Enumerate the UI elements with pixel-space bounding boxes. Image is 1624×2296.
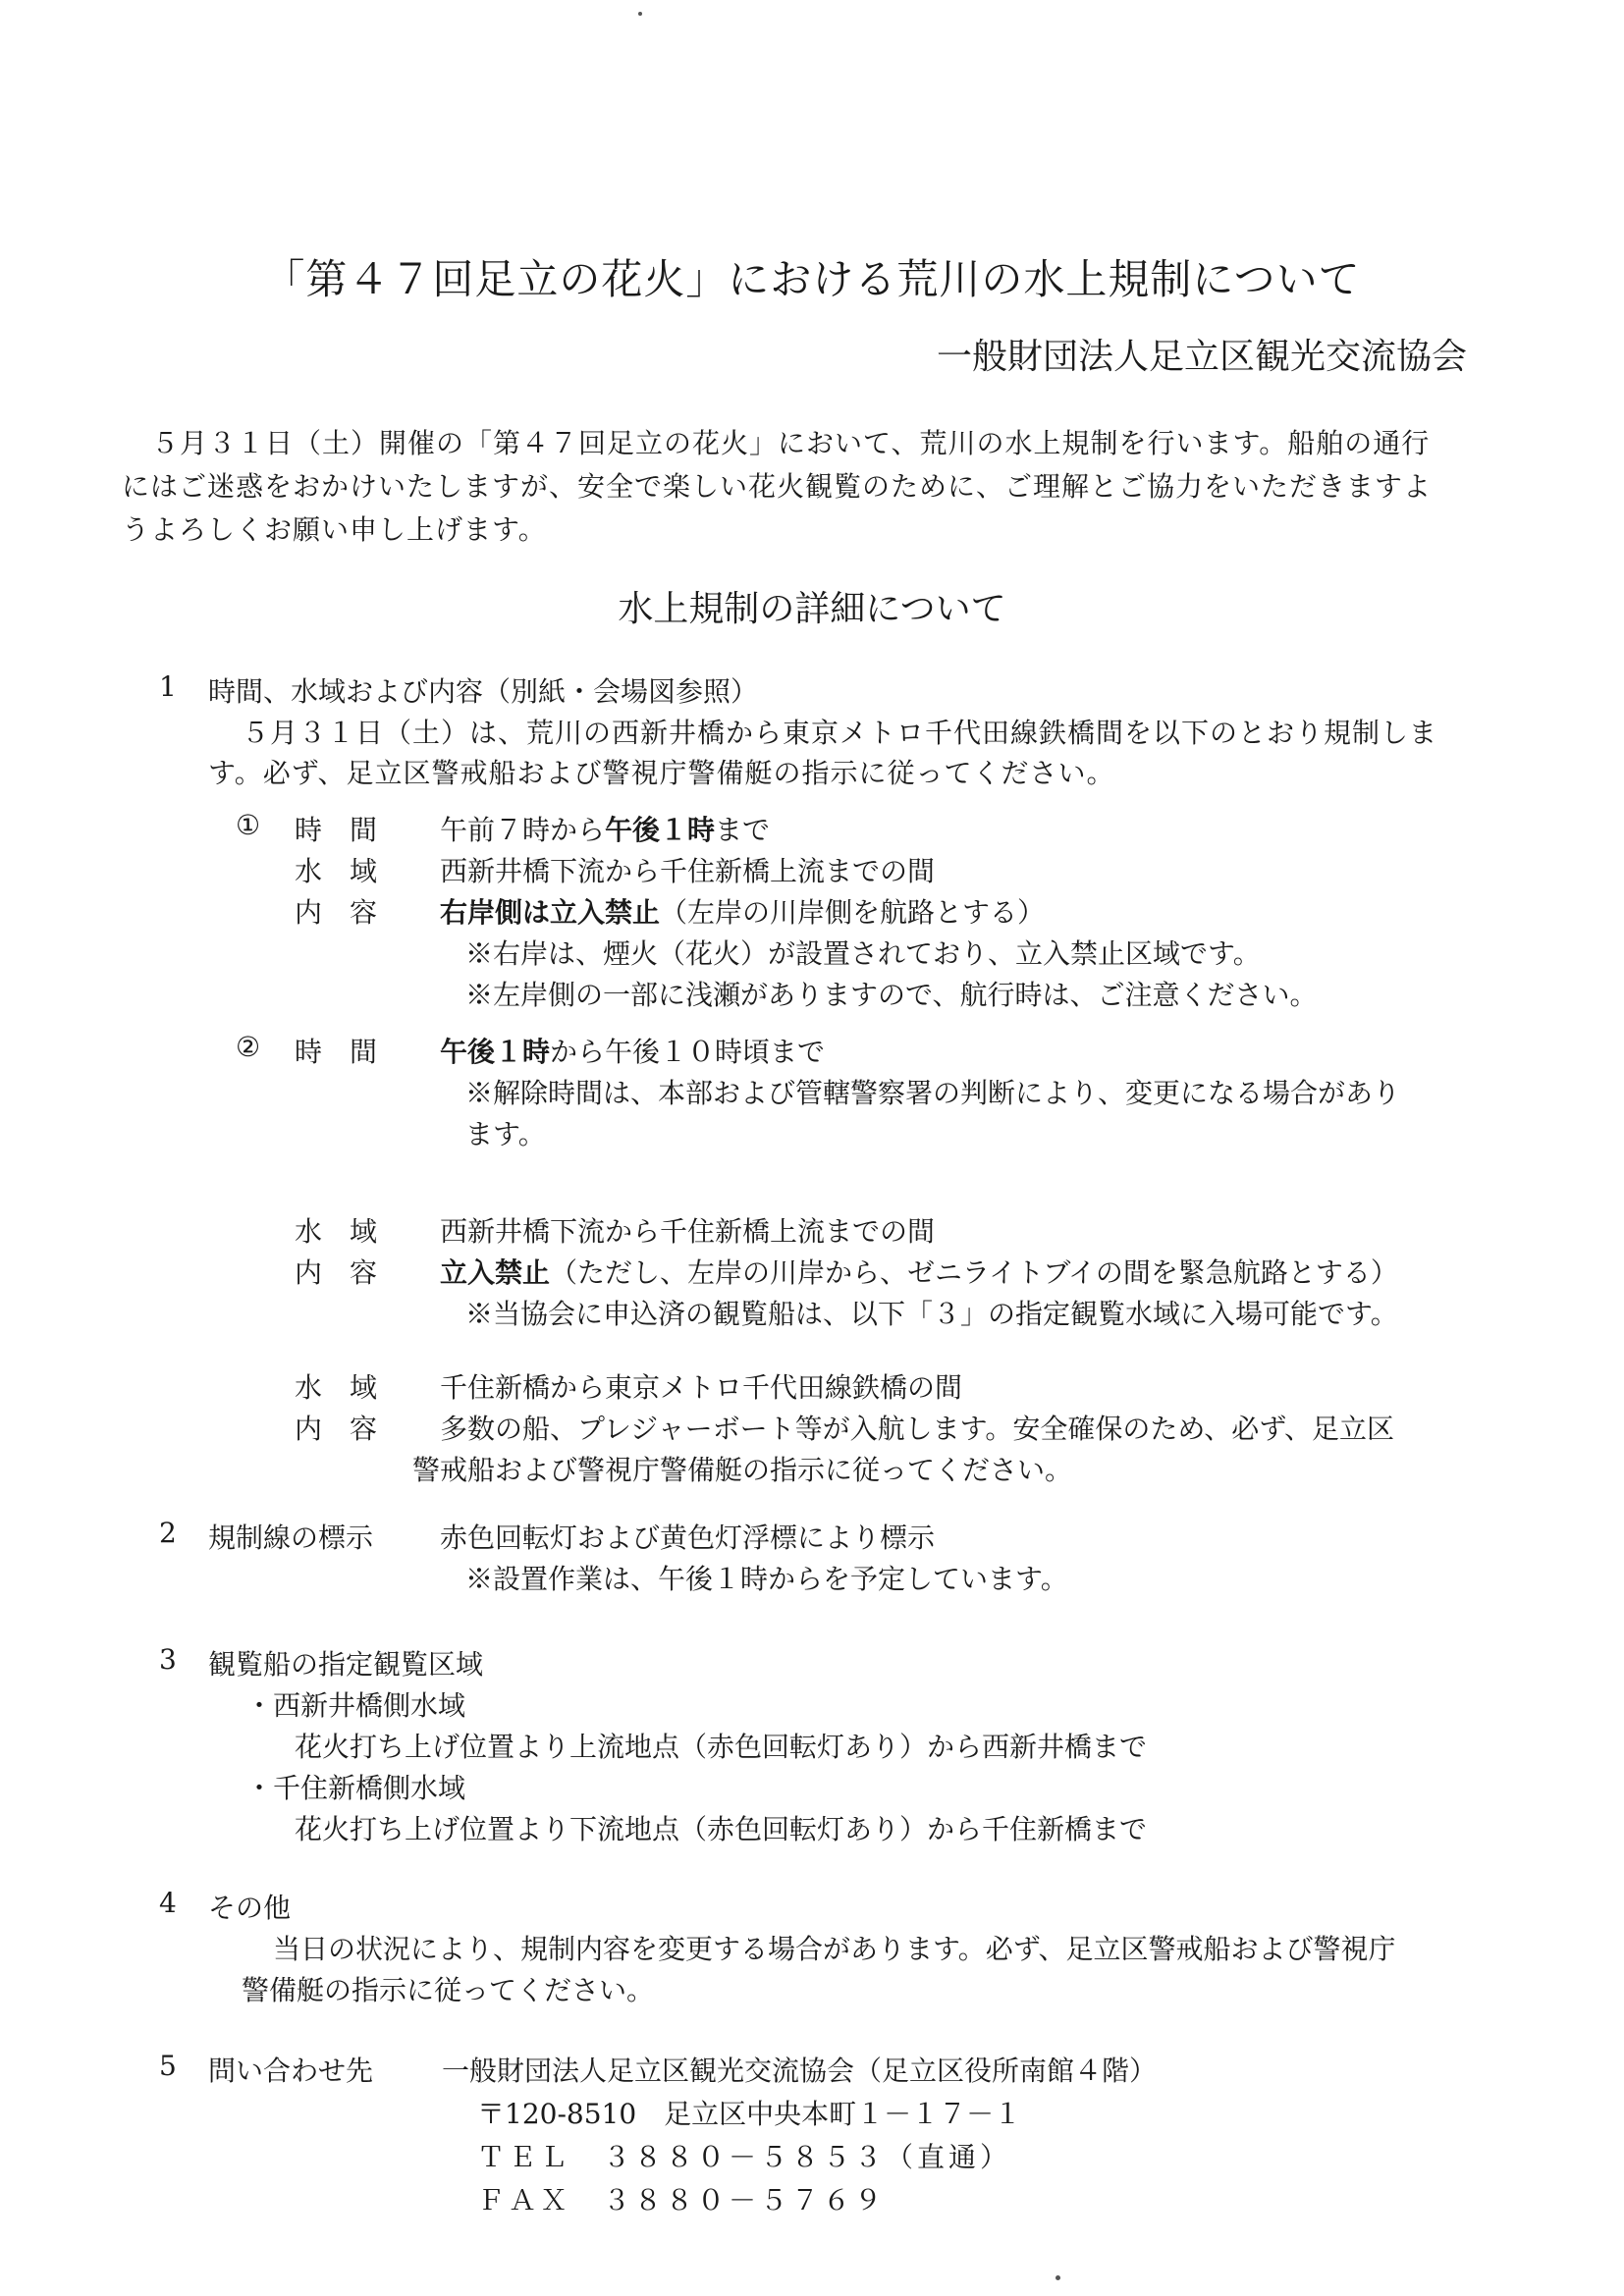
content-value: 警戒船および警視庁警備艇の指示に従ってください。	[412, 1454, 1073, 1486]
intro-line: ５月３１日（土）開催の「第４７回足立の花火」において、荒川の水上規制を行います。船舶の通行	[151, 427, 1431, 459]
section-number: 2	[159, 1517, 177, 1549]
paragraph-line: 警備艇の指示に従ってください。	[242, 1974, 655, 2006]
content-value	[440, 891, 1045, 931]
section-number: 4	[159, 1887, 177, 1919]
note: ます。	[465, 1118, 546, 1150]
paragraph-line: す。必ず、足立区警戒船および警視庁警備艇の指示に従ってください。	[208, 757, 1115, 789]
bullet-item: ・西新井橋側水域	[245, 1689, 466, 1722]
paragraph-line: 当日の状況により、規制内容を変更する場合があります。必ず、足立区警戒船および警視庁	[273, 1933, 1396, 1965]
area-value: 西新井橋下流から千住新橋上流までの間	[440, 855, 936, 887]
issuing-organization: 一般財団法人足立区観光交流協会	[936, 337, 1467, 377]
time-end: から午後１０時頃まで	[550, 1036, 826, 1068]
label-content: 内 容	[295, 1413, 378, 1445]
time-value	[440, 809, 770, 848]
content-value	[440, 1252, 1398, 1291]
label-time: 時 間	[295, 1036, 378, 1068]
note: ※当協会に申込済の観覧船は、以下「３」の指定観覧水域に入場可能です。	[465, 1298, 1398, 1330]
content-detail: （ただし、左岸の川岸から、ゼニライトブイの間を緊急航路とする）	[550, 1256, 1398, 1289]
content-value: 多数の船、プレジャーボート等が入航します。安全確保のため、必ず、足立区	[440, 1413, 1395, 1445]
time-emphasis: 午後１時	[440, 1036, 551, 1068]
label-time: 時 間	[295, 814, 378, 846]
section-heading: 観覧船の指定観覧区域	[208, 1648, 484, 1681]
time-end: まで	[715, 814, 771, 846]
label-content: 内 容	[295, 1256, 378, 1289]
contact-organization: 一般財団法人足立区観光交流協会（足立区役所南館４階）	[442, 2055, 1158, 2087]
label-area: 水 域	[295, 1371, 378, 1404]
content-emphasis: 右岸側は立入禁止	[440, 896, 661, 929]
note: ※右岸は、煙火（花火）が設置されており、立入禁止区域です。	[465, 937, 1261, 970]
section-text: 赤色回転灯および黄色灯浮標により標示	[440, 1522, 936, 1554]
bullet-text: 花火打ち上げ位置より下流地点（赤色回転灯あり）から千住新橋まで	[295, 1813, 1148, 1845]
section-heading: その他	[208, 1892, 292, 1924]
section-subtitle: 水上規制の詳細について	[618, 589, 1006, 629]
section-heading: 問い合わせ先	[208, 2055, 374, 2087]
area-value: 西新井橋下流から千住新橋上流までの間	[440, 1215, 936, 1248]
area-value: 千住新橋から東京メトロ千代田線鉄橋の間	[440, 1371, 963, 1404]
scan-speck	[638, 12, 642, 16]
content-emphasis: 立入禁止	[440, 1256, 551, 1289]
section-heading: 時間、水域および内容（別紙・会場図参照）	[208, 675, 759, 708]
contact-fax: ＦＡＸ ３８８０－５７６９	[477, 2184, 887, 2216]
intro-line: うよろしくお願い申し上げます。	[122, 513, 547, 546]
section-number: 5	[159, 2050, 177, 2082]
time-emphasis: 午後１時	[605, 814, 716, 846]
note: ※設置作業は、午後１時からを予定しています。	[465, 1563, 1068, 1595]
bullet-item: ・千住新橋側水域	[245, 1772, 466, 1804]
section-number: 1	[159, 670, 177, 703]
marker-2: ②	[236, 1031, 261, 1063]
document-title: 「第４７回足立の花火」における荒川の水上規制について	[263, 255, 1361, 303]
marker-1: ①	[236, 809, 261, 841]
section-heading: 規制線の標示	[208, 1522, 374, 1554]
label-area: 水 域	[295, 1215, 378, 1248]
intro-line: にはご迷惑をおかけいたしますが、安全で楽しい花火観覧のために、ご理解とご協力をいただきますよ	[122, 470, 1433, 503]
contact-tel: ＴＥＬ ３８８０－５８５３（直通）	[477, 2141, 1012, 2173]
section-number: 3	[159, 1643, 177, 1676]
time-value	[440, 1031, 825, 1070]
label-content: 内 容	[295, 896, 378, 929]
contact-address: 〒120-8510 足立区中央本町１－１７－１	[477, 2098, 1022, 2130]
scan-speck	[1056, 2275, 1060, 2280]
time-start: 午前７時から	[440, 814, 606, 846]
bullet-text: 花火打ち上げ位置より上流地点（赤色回転灯あり）から西新井橋まで	[295, 1731, 1148, 1763]
note: ※左岸側の一部に浅瀬がありますので、航行時は、ご注意ください。	[465, 979, 1318, 1011]
paragraph-line: ５月３１日（土）は、荒川の西新井橋から東京メトロ千代田線鉄橋間を以下のとおり規制しま	[242, 717, 1438, 749]
note: ※解除時間は、本部および管轄警察署の判断により、変更になる場合があり	[465, 1077, 1401, 1109]
label-area: 水 域	[295, 855, 378, 887]
content-detail: （左岸の川岸側を航路とする）	[660, 896, 1046, 929]
